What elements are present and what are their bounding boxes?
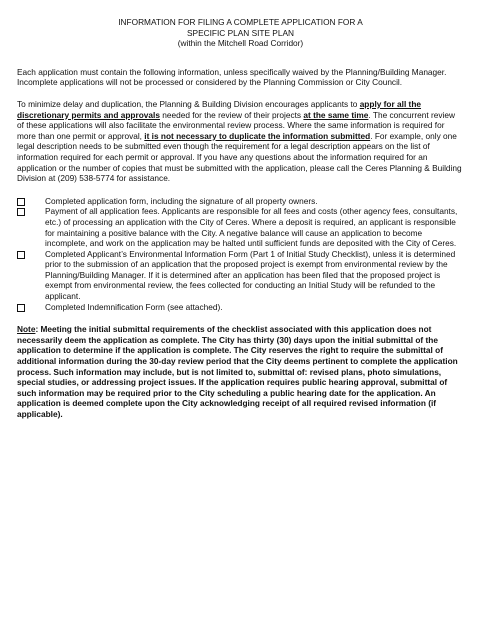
intro-paragraph: Each application must contain the following information, unless specifically waived by the Planning/Building Manager. Incomplete applications will not be processed or considered by the Planning Commission or City Council.: [17, 66, 447, 88]
checklist-item: [17, 196, 464, 207]
instructions-text-1: To minimize delay and duplication, the Planning & Building Division encourages applicants to: [17, 98, 360, 109]
checklist-item: [17, 206, 464, 248]
note-text: : Meeting the initial submittal requirements of the checklist associated with this application does not necessarily deem the application as complete. The City has thirty (30) days upon the initial submittal of the application to determine if the application is complete. The City reserves the right to require the submittal of additional information during the 30-day review period that the City deems pertinent to complete the application process. Such information may include, but is not limited to, submittal of: revised plans, photo simulations, special studies, or addressing project issues. If the application requires public hearing approval, submittal of such information may be required prior to the City scheduling a public hearing date for the application. An application is deemed complete upon the City acknowledging receipt of all required revised information (if applicable).: [17, 324, 458, 419]
header-title-line1: INFORMATION FOR FILING A COMPLETE APPLICATION FOR A: [118, 17, 363, 27]
checklist-item-text: Completed Applicant’s Environmental Information Form (Part 1 of Initial Study Checklist), unless it is determined prior to the submission of an application that the proposed project is exempt from environmental review by the Planning/Building Manager. If it is determined after an application has been filed that the proposed project is exempt from environmental review, the fees collected for conducting an Initial Study will be refunded to the applicant.: [45, 248, 456, 302]
instructions-paragraph: [17, 99, 464, 184]
instructions-emphasis-1: apply for all the discretionary permits and approvals: [17, 98, 422, 120]
document-page: [17, 17, 464, 420]
checkbox[interactable]: [17, 304, 25, 312]
requirements-checklist: [17, 196, 464, 313]
instructions-text-3: . The concurrent review of these applications will also facilitate the environmental review process. Where the same information is required for more than one permit or approval,: [17, 109, 455, 141]
checklist-item-text: Payment of all application fees. Applicants are responsible for all fees and costs (other agency fees, consultants, etc.) of processing an application with the City of Ceres. Where a deposit is required, an applicant is responsible for maintaining a positive balance with the City. A negative balance will cause an application to become incomplete, and work on the application may be halted until sufficient funds are deposited with the City of Ceres.: [45, 206, 458, 249]
note-paragraph: [17, 324, 464, 419]
instructions-text-2: needed for the review of their projects: [159, 109, 304, 120]
checkbox[interactable]: [17, 198, 25, 206]
checklist-item-text: Completed application form, including the signature of all property owners.: [45, 195, 318, 206]
instructions-emphasis-3: it is not necessary to duplicate the information submitted: [144, 130, 371, 141]
checklist-item: [17, 302, 464, 313]
checklist-item: [17, 249, 464, 302]
checkbox[interactable]: [17, 251, 25, 259]
checkbox[interactable]: [17, 208, 25, 216]
header-subtitle: (within the Mitchell Road Corridor): [177, 38, 304, 49]
checklist-item-text: Completed Indemnification Form (see attached).: [45, 301, 223, 312]
instructions-emphasis-2: at the same time: [303, 109, 369, 120]
instructions-text-4: . For example, only one legal description needs to be submitted even though the requirement for a legal description appears on the list of information required for each permit or approval. If you have any questions about the information required for an application or the number of copies that must be submitted with the application, please call the Ceres Planning & Building Division at (209) 538-5774 for assistance.: [17, 130, 462, 184]
document-header: [17, 17, 464, 49]
header-title-line2: SPECIFIC PLAN SITE PLAN: [187, 27, 294, 38]
note-label: Note: [17, 324, 36, 335]
